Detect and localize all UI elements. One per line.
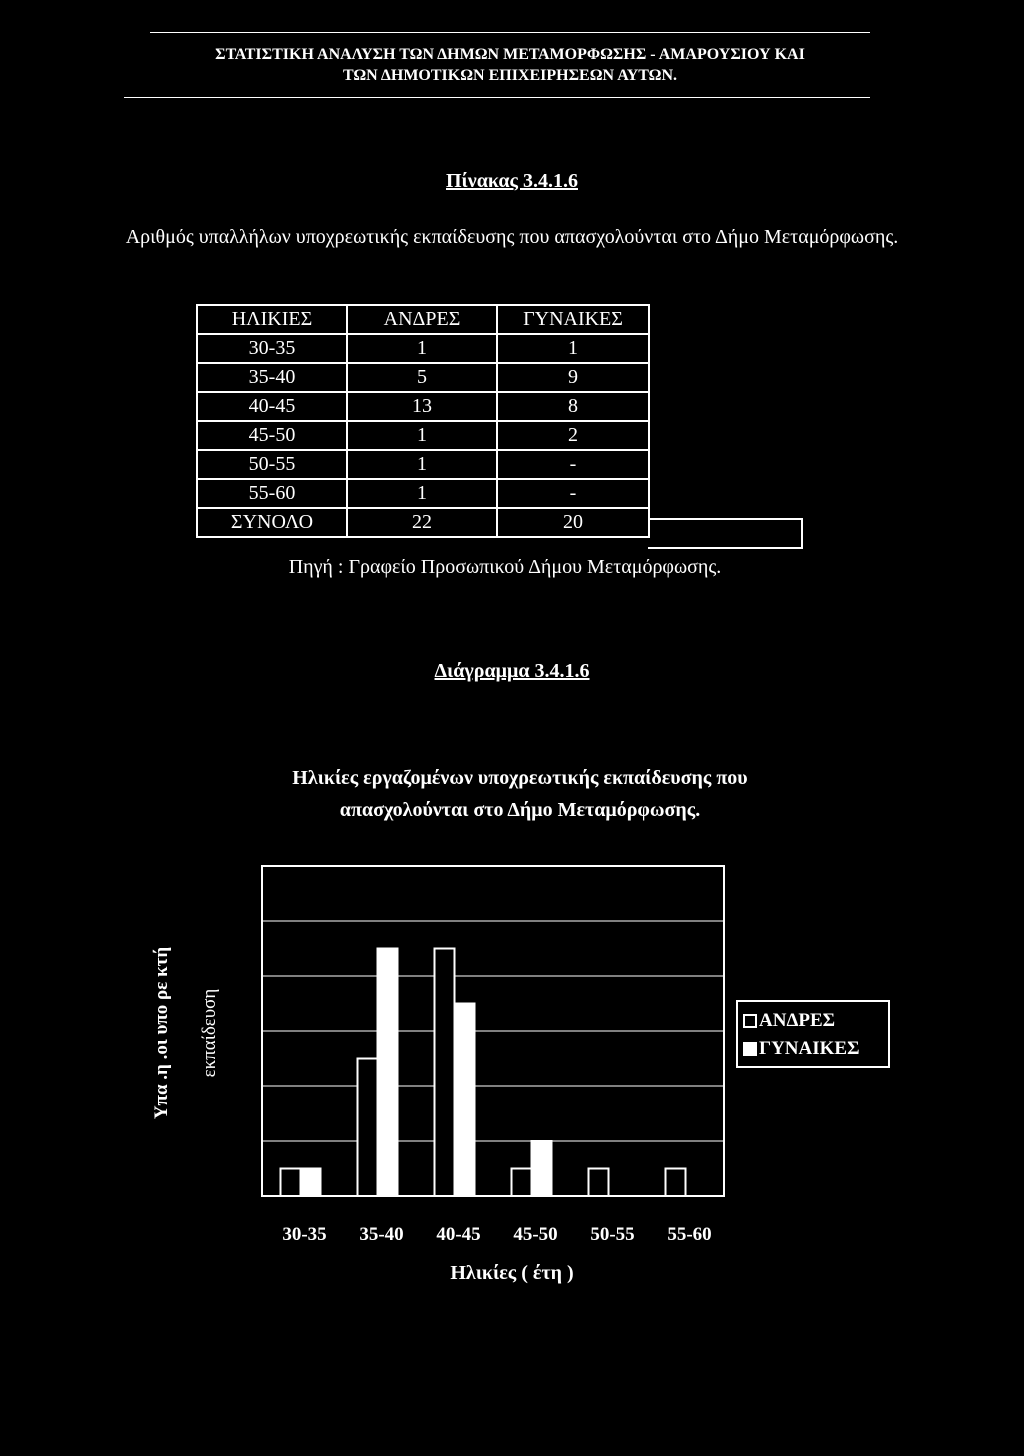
bar-men: [512, 1169, 532, 1197]
table-cell: 1: [347, 479, 497, 508]
table-cell: 13: [347, 392, 497, 421]
y-axis-label: Υπα .η .οι υπο ρε κτή: [151, 946, 172, 1120]
table-cell: 9: [497, 363, 649, 392]
chart-title-line-1: Ηλικίες εργαζομένων υποχρεωτικής εκπαίδευσης που: [292, 767, 748, 789]
legend-item: [743, 1007, 888, 1035]
table-cell: 30-35: [197, 334, 347, 363]
table-header-cell: ΑΝΔΡΕΣ: [347, 305, 497, 334]
table-cell: 1: [347, 334, 497, 363]
table-cell: 40-45: [197, 392, 347, 421]
table-caption: Πίνακας 3.4.1.6: [446, 170, 578, 192]
header-line-2: ΤΩΝ ΔΗΜΟΤΙΚΩΝ ΕΠΙΧΕΙΡΗΣΕΩΝ ΑΥΤΩΝ.: [342, 67, 678, 84]
bar-men: [358, 1059, 378, 1197]
legend-swatch-men: [743, 1014, 757, 1028]
bar-men: [666, 1169, 686, 1197]
legend-swatch-women: [743, 1042, 757, 1056]
table-cell: 2: [497, 421, 649, 450]
figure-caption: Διάγραμμα 3.4.1.6: [434, 660, 590, 682]
table-cell: 1: [497, 334, 649, 363]
table-cell: 5: [347, 363, 497, 392]
x-tick-label: 30-35: [282, 1224, 327, 1245]
table-source: Πηγή : Γραφείο Προσωπικού Δήμου Μεταμόρφωσης.: [288, 556, 722, 578]
table-description: Αριθμός υπαλλήλων υποχρεωτικής εκπαίδευσης που απασχολούνται στο Δήμο Μεταμόρφωσης.: [125, 226, 899, 248]
bar-women: [455, 1004, 475, 1197]
table-cell: -: [497, 450, 649, 479]
bar-women: [378, 949, 398, 1197]
table-cell: -: [497, 479, 649, 508]
y-axis-label-2: εκπαίδευση: [199, 988, 220, 1078]
legend-label: ΓΥΝΑΙΚΕΣ: [759, 1038, 860, 1059]
table-cell: 20: [497, 508, 649, 537]
x-tick-label: 50-55: [590, 1224, 635, 1245]
bar-men: [589, 1169, 609, 1197]
x-tick-label: 40-45: [436, 1224, 481, 1245]
table-cell: 8: [497, 392, 649, 421]
bar-women: [532, 1141, 552, 1196]
x-tick-label: 45-50: [513, 1224, 558, 1245]
table-cell: 1: [347, 421, 497, 450]
table-header-cell: ΓΥΝΑΙΚΕΣ: [497, 305, 649, 334]
table-header-cell: ΗΛΙΚΙΕΣ: [197, 305, 347, 334]
table-cell: ΣΥΝΟΛΟ: [197, 508, 347, 537]
x-tick-label: 35-40: [359, 1224, 404, 1245]
chart-title-line-2: απασχολούνται στο Δήμο Μεταμόρφωσης.: [339, 799, 701, 821]
table-cell: 50-55: [197, 450, 347, 479]
table-cell: 55-60: [197, 479, 347, 508]
chart-legend: [736, 1000, 890, 1068]
x-axis-label: Ηλικίες ( έτη ): [450, 1262, 574, 1284]
bar-women: [301, 1169, 321, 1197]
table-cell: 1: [347, 450, 497, 479]
table-cell: 35-40: [197, 363, 347, 392]
table-cell: 22: [347, 508, 497, 537]
bar-men: [281, 1169, 301, 1197]
x-tick-label: 55-60: [667, 1224, 712, 1245]
header-line-1: ΣΤΑΤΙΣΤΙΚΗ ΑΝΑΛΥΣΗ ΤΩΝ ΔΗΜΩΝ ΜΕΤΑΜΟΡΦΩΣΗΣ - ΑΜΑΡΟΥΣΙΟΥ ΚΑΙ: [215, 46, 805, 63]
bar-men: [435, 949, 455, 1197]
legend-label: ΑΝΔΡΕΣ: [759, 1010, 836, 1031]
table-cell: 45-50: [197, 421, 347, 450]
legend-item: [743, 1035, 888, 1063]
